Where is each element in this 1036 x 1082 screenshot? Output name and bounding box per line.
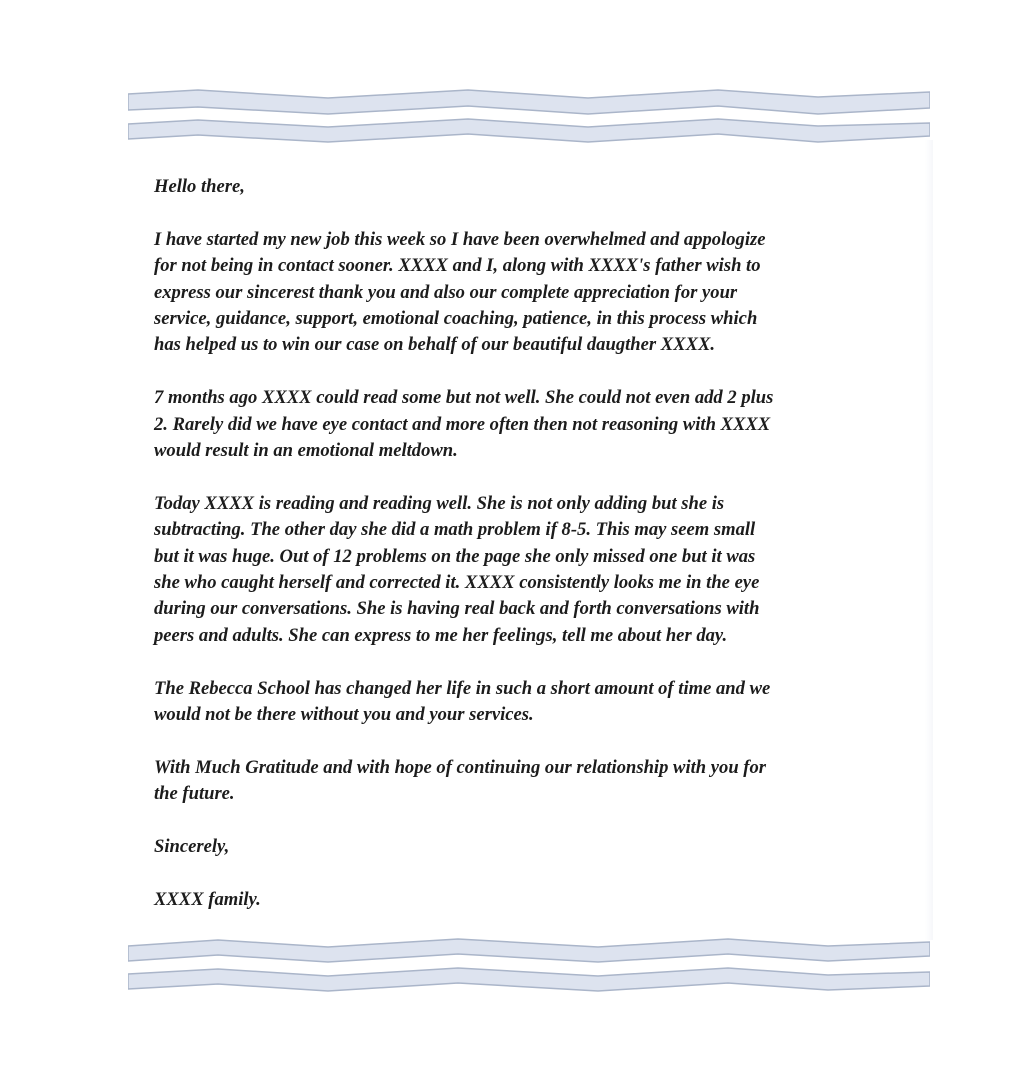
paragraph-school: [154, 676, 914, 729]
text-line: during our conversations. She is having real back and forth conversations with: [154, 598, 760, 620]
text-line: Today XXXX is reading and reading well. She is not only adding but she is: [154, 492, 725, 514]
top-wave-border: [128, 86, 930, 144]
text-line: subtracting. The other day she did a math problem if 8-5. This may seem small: [154, 519, 756, 541]
text-line: With Much Gratitude and with hope of continuing our relationship with you for: [154, 756, 767, 778]
text-line: The Rebecca School has changed her life in such a short amount of time and we: [154, 677, 771, 699]
paragraph-today: [154, 491, 914, 649]
text-line: the future.: [154, 783, 235, 805]
text-line: but it was huge. Out of 12 problems on the page she only missed one but it was: [154, 545, 756, 567]
text-line: she who caught herself and corrected it. XXXX consistently looks me in the eye: [154, 572, 760, 594]
text-line: 7 months ago XXXX could read some but not well. She could not even add 2 plus: [154, 387, 774, 409]
text-line: 2. Rarely did we have eye contact and more often then not reasoning with XXXX: [154, 413, 771, 435]
paragraph-gratitude: [154, 755, 914, 808]
text-line: I have started my new job this week so I have been overwhelmed and appologize: [154, 228, 766, 250]
text-line: for not being in contact sooner. XXXX and I, along with XXXX's father wish to: [154, 255, 761, 277]
text-line: would not be there without you and your services.: [154, 704, 534, 726]
text-line: would result in an emotional meltdown.: [154, 440, 458, 462]
page-shadow-edge: [925, 140, 933, 940]
signature: XXXX family.: [154, 888, 261, 910]
wave-band-1: [128, 90, 930, 114]
wave-band-4: [128, 968, 930, 991]
wave-band-2: [128, 119, 930, 142]
paragraph-apology: [154, 227, 914, 359]
wave-band-3: [128, 939, 930, 962]
greeting: Hello there,: [154, 176, 245, 197]
paragraph-before: [154, 385, 914, 464]
text-line: has helped us to win our case on behalf of our beautiful daugther XXXX.: [154, 334, 716, 356]
letter-body: [154, 174, 914, 940]
bottom-wave-border: [128, 934, 930, 992]
text-line: express our sincerest thank you and also our complete appreciation for your: [154, 281, 738, 303]
text-line: service, guidance, support, emotional coaching, patience, in this process which: [154, 308, 758, 330]
closing: Sincerely,: [154, 836, 230, 858]
text-line: peers and adults. She can express to me her feelings, tell me about her day.: [154, 624, 728, 646]
